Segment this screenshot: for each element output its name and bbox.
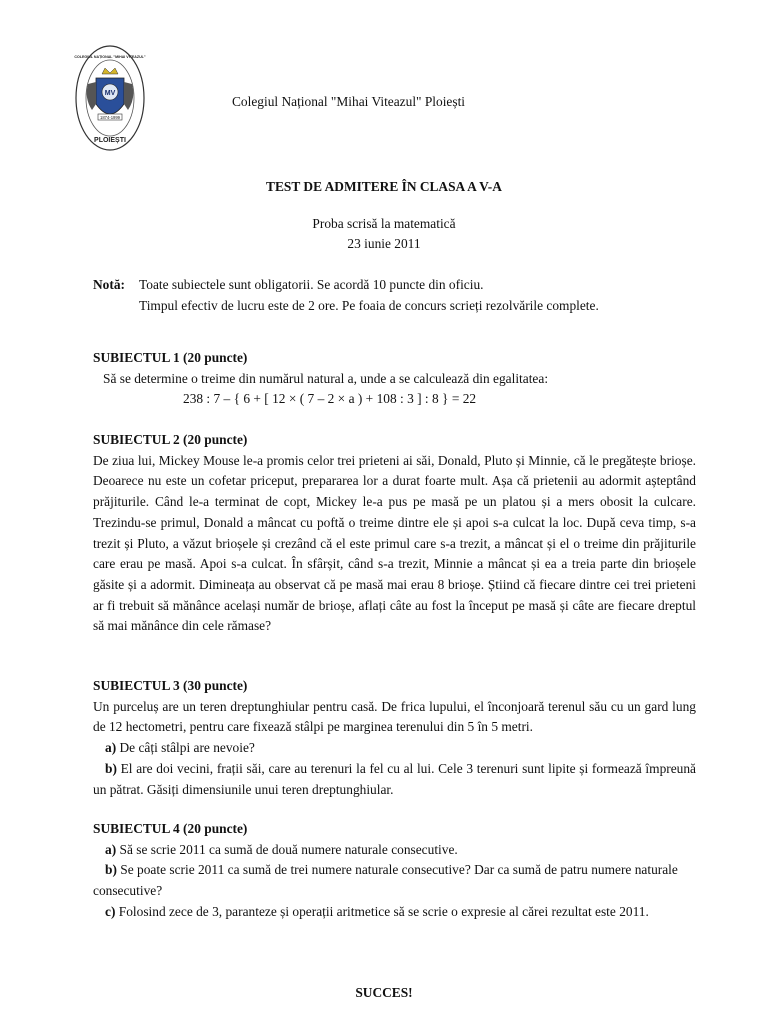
subject-2-text: De ziua lui, Mickey Mouse le-a promis celor trei prieteni ai săi, Donald, Pluto și Minnie, că le pregătește brioșe. Deoarece nu este un cofetar priceput, prepararea lor a durat foarte mult. Așa că prietenii au adormit așteptând prăjiturile. Când le-a terminat de copt, Mickey le-a pus pe masă pe un platou și a mers obosit la culcare. Trezindu-se primul, Donald a mâncat cu poftă o treime dintre ele și apoi s-a culcat la loc. După ceva timp, s-a trezit și Pluto, a văzut brioșele și crezând că el este primul care s-a trezit, a mâncat și el o treime din prăjiturile care erau pe masă. Apoi s-a culcat. În sfârșit, când s-a trezit, Minnie a mâncat și ea a treia parte din brioșele găsite și a adormit. Dimineața au observat că pe masă mai erau 8 brioșe. Știind că fiecare dintre cei trei prieteni ar fi trebuit să mănânce același număr de brioșe, aflați câte au fost la început pe masă și câte are fiecare dreptul să mai mănânce din cele rămase? xyxy=(93,452,696,634)
subject-3-item-a xyxy=(93,738,696,759)
subject-4-item-c-text: Folosind zece de 3, paranteze și operații aritmetice să se scrie o expresie al cărei rezultat este 2011. xyxy=(118,903,649,919)
subject-4-item-a-label: a) xyxy=(105,841,117,857)
school-logo-icon xyxy=(74,44,146,152)
subject-1-text: Să se determine o treime din numărul natural a, unde a se calculează din egalitatea: xyxy=(103,370,549,386)
subject-3-item-b-label: b) xyxy=(105,760,117,776)
subject-1 xyxy=(93,348,696,410)
subject-4 xyxy=(93,819,696,923)
subject-2 xyxy=(93,430,696,637)
logo-ring-bottom: PLOIEȘTI xyxy=(94,137,126,144)
subject-3-heading: SUBIECTUL 3 (30 puncte) xyxy=(93,678,248,693)
subject-4-heading: SUBIECTUL 4 (20 puncte) xyxy=(93,821,248,836)
subject-3-item-b xyxy=(93,759,696,800)
subject-4-item-b-text: Se poate scrie 2011 ca sumă de trei numere naturale consecutive? Dar ca sumă de patru numere naturale consecutive? xyxy=(93,862,678,899)
logo-ring-top: COLEGIUL NAȚIONAL "MIHAI VITEAZUL" xyxy=(74,55,146,59)
subject-4-item-c xyxy=(93,902,696,923)
subject-3-item-b-text: El are doi vecini, frații săi, care au terenuri la fel cu al lui. Cele 3 terenuri sunt lipite și formează împreună un pătrat. Găsiți dimensiunile unui teren dreptunghiular. xyxy=(93,760,696,797)
note-line-1: Toate subiectele sunt obligatorii. Se acordă 10 puncte din oficiu. xyxy=(139,277,484,292)
subject-3-item-a-label: a) xyxy=(105,740,117,756)
subject-4-item-a-text: Să se scrie 2011 ca sumă de două numere naturale consecutive. xyxy=(119,841,458,857)
logo-monogram: MV xyxy=(104,90,116,97)
note-line-2: Timpul efectiv de lucru este de 2 ore. Pe foaia de concurs scrieți rezolvările complete. xyxy=(139,297,599,313)
note-block xyxy=(93,275,713,316)
subject-4-item-c-label: c) xyxy=(105,903,116,919)
subject-1-equation: 238 : 7 – { 6 + [ 12 × ( 7 – 2 × a ) + 108 : 3 ] : 8 } = 22 xyxy=(183,391,477,407)
document-subtitle: Proba scrisă la matematică xyxy=(312,216,456,231)
school-name: Colegiul Național "Mihai Viteazul" Ploiești xyxy=(232,94,466,109)
subject-4-item-b-label: b) xyxy=(105,862,117,878)
logo-years: 1874-1999 xyxy=(99,115,121,120)
subject-2-heading: SUBIECTUL 2 (20 puncte) xyxy=(93,432,248,447)
subject-3-text: Un purceluș are un teren dreptunghiular pentru casă. De frica lupului, el înconjoară terenul său cu un gard lung de 12 hectometri, pentru care fixează stâlpi pe marginea terenului din 5 în 5 metri. xyxy=(93,698,696,735)
subject-1-heading: SUBIECTUL 1 (20 puncte) xyxy=(93,350,248,365)
subject-3-item-a-text: De câți stâlpi are nevoie? xyxy=(119,740,255,756)
footer-succes: SUCCES! xyxy=(355,985,413,1000)
document-title: TEST DE ADMITERE ÎN CLASA A V-A xyxy=(266,179,502,194)
subject-4-item-b xyxy=(93,860,696,901)
note-label: Notă: xyxy=(93,277,125,292)
document-date: 23 iunie 2011 xyxy=(347,236,421,251)
subject-3 xyxy=(93,676,696,800)
subject-4-item-a xyxy=(93,840,696,861)
